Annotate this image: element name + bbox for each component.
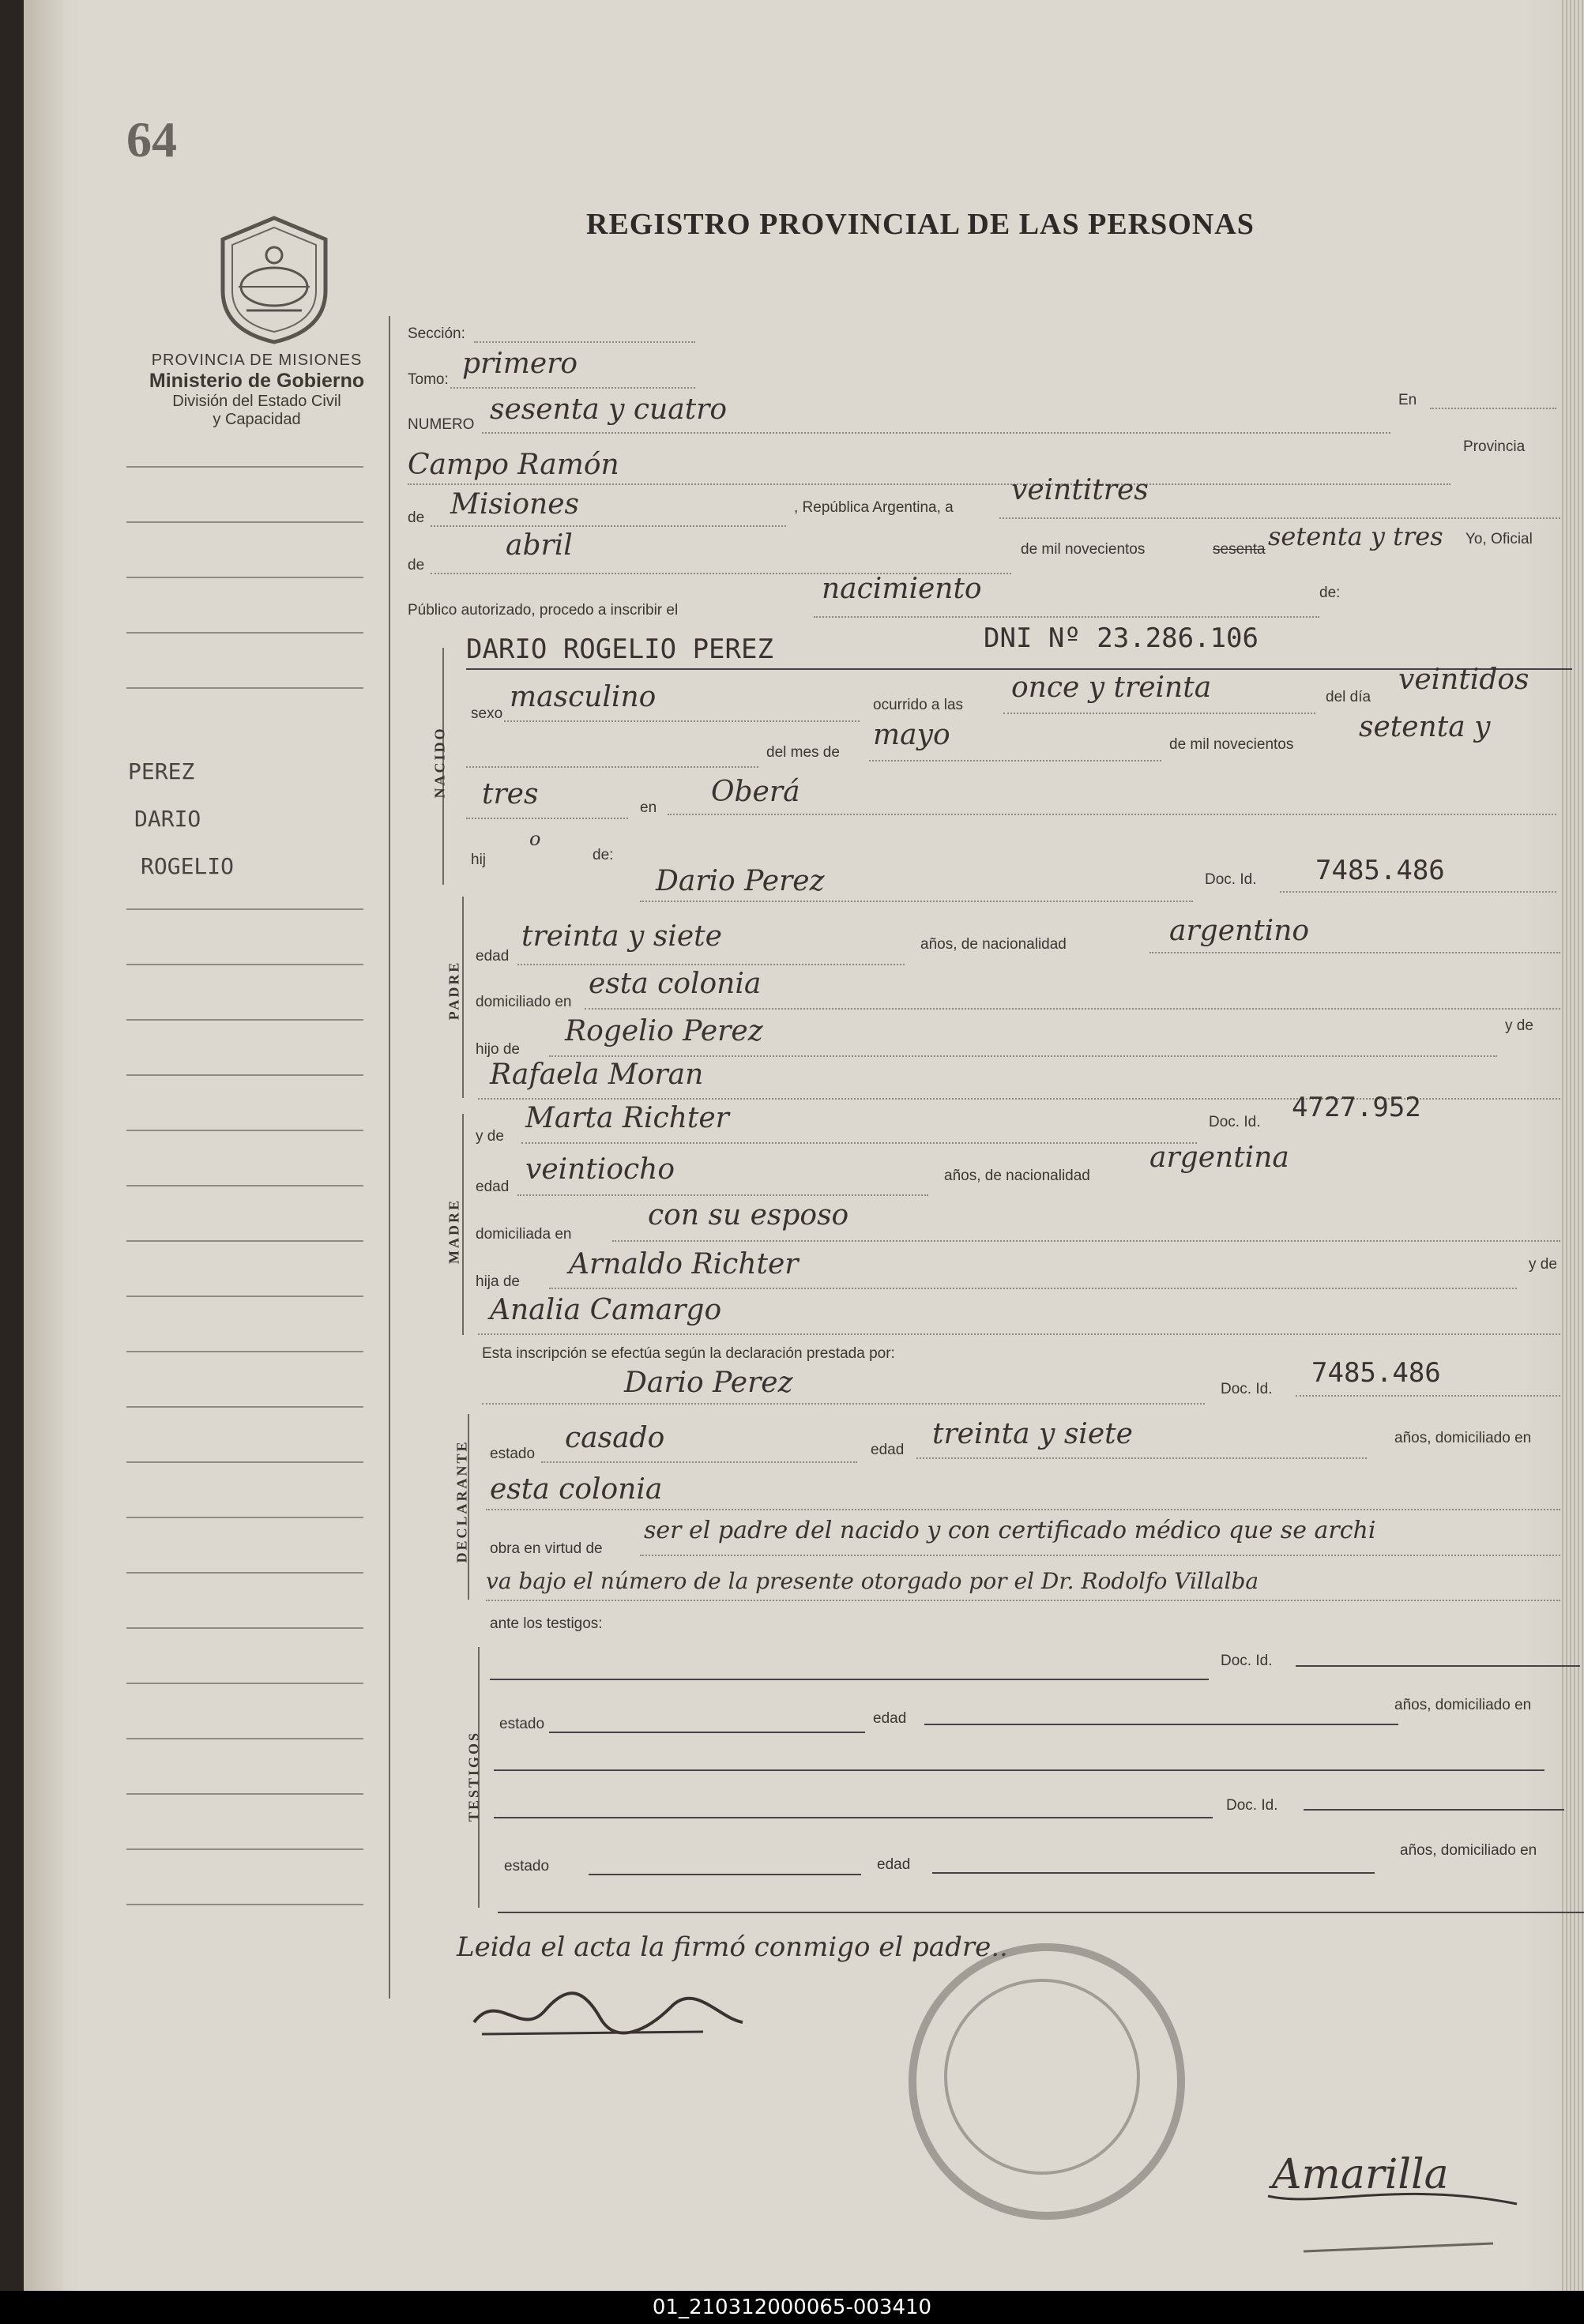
madre-section-label: MADRE <box>446 1198 462 1264</box>
hijo-de-label: hijo de <box>476 1041 520 1058</box>
padre-doc-line <box>1280 891 1556 893</box>
margin-middle-name: ROGELIO <box>141 853 235 879</box>
edad-label-testigo-2: edad <box>877 1856 911 1873</box>
padre-doc-value: 7485.486 <box>1315 855 1445 886</box>
sesenta-struck-label: sesenta <box>1213 541 1266 558</box>
blank-line <box>466 766 758 768</box>
numero-value: sesenta y cuatro <box>490 393 728 426</box>
numero-line <box>482 432 1390 434</box>
dia-value: veintitres <box>1011 474 1149 506</box>
declarante-nombre-value: Dario Perez <box>624 1367 793 1399</box>
obra-line-1-value: ser el padre del nacido y con certificado médico que se archi <box>644 1517 1376 1544</box>
lugar-value: Campo Ramón <box>408 449 619 481</box>
padre-madre-value: Rafaela Moran <box>490 1059 704 1091</box>
margin-rule <box>126 1019 363 1021</box>
margin-rule <box>126 1517 363 1518</box>
testigos-section-label: TESTIGOS <box>465 1730 482 1822</box>
declarante-dom-value: esta colonia <box>490 1473 663 1506</box>
testigo-1-dom-line <box>494 1769 1544 1771</box>
padre-nombre-value: Dario Perez <box>656 865 825 897</box>
madre-madre-line <box>478 1333 1560 1335</box>
testigo-2-estado-line <box>589 1874 861 1875</box>
margin-rule <box>126 908 363 910</box>
lugar-line <box>408 483 1450 485</box>
dni-value: DNI Nº 23.286.106 <box>984 622 1259 654</box>
de-label-2: de <box>408 557 425 573</box>
anos-dom-label-testigo-1: años, domiciliado en <box>1394 1697 1532 1713</box>
binding-spine <box>24 0 63 2291</box>
testigo-1-edad-line <box>924 1724 1398 1725</box>
yo-oficial-label: Yo, Oficial <box>1465 531 1533 547</box>
doc-id-label-testigo-2: Doc. Id. <box>1226 1797 1278 1814</box>
margin-rule <box>126 466 363 468</box>
testigo-2-doc-line <box>1304 1809 1564 1811</box>
anos-nac-label: años, de nacionalidad <box>920 936 1067 953</box>
provincia-line <box>431 525 786 527</box>
sexo-label: sexo <box>471 705 503 722</box>
official-stamp-inner-ring <box>944 1979 1140 2175</box>
margin-rule <box>126 1351 363 1352</box>
margin-rule <box>126 1572 363 1574</box>
page-edge <box>1562 0 1584 2291</box>
official-signature-text: Amarilla <box>1272 2151 1449 2198</box>
sexo-line <box>504 720 860 722</box>
madre-dom-line <box>612 1240 1560 1242</box>
provincia-label: Provincia <box>1463 438 1526 455</box>
margin-rule <box>126 1627 363 1629</box>
margin-rule <box>126 1130 363 1131</box>
closing-note: Leida el acta la firmó conmigo el padre.. <box>457 1931 1008 1963</box>
margin-rule <box>126 1904 363 1905</box>
acto-line <box>814 616 1319 618</box>
document-title: REGISTRO PROVINCIAL DE LAS PERSONAS <box>586 208 1255 241</box>
dia-nac-value: veintidos <box>1398 664 1529 696</box>
mil-novecientos-label: de mil novecientos <box>1021 541 1146 558</box>
doc-id-label-testigo-1: Doc. Id. <box>1221 1653 1273 1669</box>
ministry-line-3: División del Estado Civil <box>172 393 341 410</box>
doc-id-label: Doc. Id. <box>1205 871 1257 888</box>
margin-separator <box>389 316 390 1999</box>
obra-line-2 <box>486 1600 1560 1601</box>
page-number: 64 <box>126 111 177 167</box>
mes-nac-line <box>869 760 1161 762</box>
file-id-bar: 01_210312000065-003410 <box>0 2291 1584 2324</box>
testigo-1-name-line <box>490 1679 1209 1680</box>
mes-nac-value: mayo <box>873 719 950 751</box>
ministry-line-1: PROVINCIA DE MISIONES <box>151 352 363 369</box>
madre-hija-de-line <box>549 1288 1517 1289</box>
padre-edad-line <box>517 964 905 965</box>
obra-line-1 <box>640 1555 1560 1556</box>
hij-suffix-value: o <box>529 828 541 850</box>
dia-line <box>999 517 1560 519</box>
padre-dom-value: esta colonia <box>589 968 762 1000</box>
en-line <box>1430 408 1556 409</box>
seccion-label: Sección: <box>408 325 465 342</box>
nacido-section-label: NACIDO <box>431 726 448 799</box>
declarante-section-label: DECLARANTE <box>453 1439 470 1563</box>
republica-label: , República Argentina, a <box>794 499 954 516</box>
madre-doc-value: 4727.952 <box>1292 1092 1421 1123</box>
sexo-value: masculino <box>510 681 657 713</box>
del-dia-label: del día <box>1326 689 1371 705</box>
padre-section-label: PADRE <box>446 960 462 1021</box>
margin-first-name: DARIO <box>134 806 201 832</box>
domiciliado-label: domiciliado en <box>476 994 572 1010</box>
obra-line-2-value: va bajo el número de la presente otorgado por el Dr. Rodolfo Villalba <box>486 1568 1259 1594</box>
publico-label: Público autorizado, procedo a inscribir el <box>408 602 679 619</box>
madre-nombre-value: Marta Richter <box>525 1102 729 1134</box>
del-mes-label: del mes de <box>766 744 840 761</box>
ministry-line-2: Ministerio de Gobierno <box>149 370 365 392</box>
declarante-doc-value: 7485.486 <box>1311 1357 1441 1389</box>
margin-rule <box>126 1461 363 1463</box>
testigo-1-doc-line <box>1296 1665 1580 1667</box>
margin-rule <box>126 632 363 634</box>
madre-dom-value: con su esposo <box>648 1199 849 1232</box>
anio-nac-b-value: tres <box>482 778 539 810</box>
doc-id-label-declarante: Doc. Id. <box>1221 1381 1273 1397</box>
testigo-2-dom-line <box>498 1912 1584 1913</box>
provincia-value: Misiones <box>450 488 580 521</box>
de-colon-label-2: de: <box>593 847 614 863</box>
estado-label-testigo-2: estado <box>504 1858 550 1875</box>
edad-label-madre: edad <box>476 1179 510 1195</box>
seccion-line <box>474 341 695 343</box>
anos-dom-label-testigo-2: años, domiciliado en <box>1400 1842 1537 1859</box>
declarante-edad-line <box>916 1457 1367 1459</box>
father-signature-icon <box>466 1975 751 2046</box>
margin-rule <box>126 1240 363 1242</box>
en-label: En <box>1398 392 1417 408</box>
testigo-2-edad-line <box>932 1872 1375 1874</box>
y-de-label: y de <box>1505 1017 1533 1034</box>
provincial-coat-of-arms-icon <box>207 212 341 346</box>
domiciliada-label: domiciliada en <box>476 1226 572 1243</box>
anos-dom-label: años, domiciliado en <box>1394 1430 1532 1446</box>
margin-rule <box>126 1683 363 1684</box>
ocurrido-label: ocurrido a las <box>873 697 964 713</box>
margin-rule <box>126 1295 363 1297</box>
de-label: de <box>408 510 425 526</box>
edad-label: edad <box>476 948 510 965</box>
testigo-2-name-line <box>494 1817 1213 1818</box>
madre-nombre-line <box>521 1142 1197 1144</box>
ministry-header <box>111 352 403 429</box>
madre-madre-value: Analia Camargo <box>490 1294 722 1326</box>
margin-rule <box>126 1074 363 1076</box>
nombre-value: DARIO ROGELIO PEREZ <box>466 634 773 665</box>
mes-value: abril <box>506 529 573 562</box>
margin-surname: PEREZ <box>128 758 195 784</box>
anio-value: setenta y tres <box>1268 521 1443 551</box>
padre-nac-value: argentino <box>1169 915 1310 947</box>
register-page <box>24 0 1584 2291</box>
edad-label-testigo-1: edad <box>873 1710 907 1727</box>
testigos-label: ante los testigos: <box>490 1615 603 1632</box>
margin-rule <box>126 1848 363 1850</box>
madre-nac-value: argentina <box>1149 1141 1289 1174</box>
edad-label-declarante: edad <box>871 1442 905 1458</box>
anio-nac-line <box>466 818 628 819</box>
ministry-line-4: y Capacidad <box>213 411 301 428</box>
margin-rule <box>126 1406 363 1408</box>
tomo-value: primero <box>462 348 578 380</box>
hora-value: once y treinta <box>1011 671 1212 704</box>
tomo-line <box>450 387 695 389</box>
tomo-label: Tomo: <box>408 371 449 388</box>
estado-label: estado <box>490 1446 536 1462</box>
margin-rule <box>126 521 363 523</box>
y-de-label-2: y de <box>1529 1256 1557 1273</box>
en-label-2: en <box>640 799 657 816</box>
hora-line <box>1003 713 1315 714</box>
padre-nac-line <box>1149 952 1560 953</box>
padre-hijo-de-line <box>549 1055 1497 1057</box>
y-de-label-madre: y de <box>476 1128 504 1145</box>
lugar-nac-line <box>668 814 1556 815</box>
testigo-1-estado-line <box>549 1732 865 1733</box>
doc-id-label-madre: Doc. Id. <box>1209 1114 1261 1130</box>
de-colon-label: de: <box>1319 585 1341 601</box>
padre-dom-line <box>585 1008 1560 1010</box>
official-signature-icon <box>1256 2133 1541 2267</box>
madre-edad-line <box>517 1194 928 1196</box>
declarante-nombre-line <box>482 1403 1205 1405</box>
lugar-nac-value: Oberá <box>711 776 800 808</box>
padre-nombre-line <box>640 901 1193 902</box>
madre-hija-de-value: Arnaldo Richter <box>569 1248 799 1280</box>
padre-edad-value: treinta y siete <box>521 920 722 953</box>
margin-rule <box>126 1185 363 1186</box>
estado-label-testigo-1: estado <box>499 1716 545 1732</box>
declarante-estado-line <box>541 1461 857 1463</box>
declarante-edad-value: treinta y siete <box>932 1418 1133 1450</box>
anos-nac-label-madre: años, de nacionalidad <box>944 1168 1090 1184</box>
margin-rule <box>126 577 363 578</box>
margin-rule <box>126 964 363 965</box>
margin-rule <box>126 1738 363 1739</box>
declarante-dom-line <box>486 1509 1560 1510</box>
margin-rule <box>126 1793 363 1795</box>
madre-edad-value: veintiocho <box>525 1153 675 1186</box>
declarante-estado-value: casado <box>565 1422 665 1454</box>
acto-value: nacimiento <box>822 573 982 605</box>
padre-hijo-de-value: Rogelio Perez <box>565 1015 763 1047</box>
hija-de-label: hija de <box>476 1273 520 1290</box>
numero-label: NUMERO <box>408 416 475 433</box>
de-mil-label: de mil novecientos <box>1169 736 1294 753</box>
obra-label: obra en virtud de <box>490 1540 603 1557</box>
anio-nac-a-value: setenta y <box>1359 711 1491 743</box>
margin-rule <box>126 687 363 689</box>
declaracion-label: Esta inscripción se efectúa según la declaración prestada por: <box>482 1345 895 1362</box>
hij-label: hij <box>471 852 487 868</box>
declarante-doc-line <box>1296 1395 1560 1397</box>
